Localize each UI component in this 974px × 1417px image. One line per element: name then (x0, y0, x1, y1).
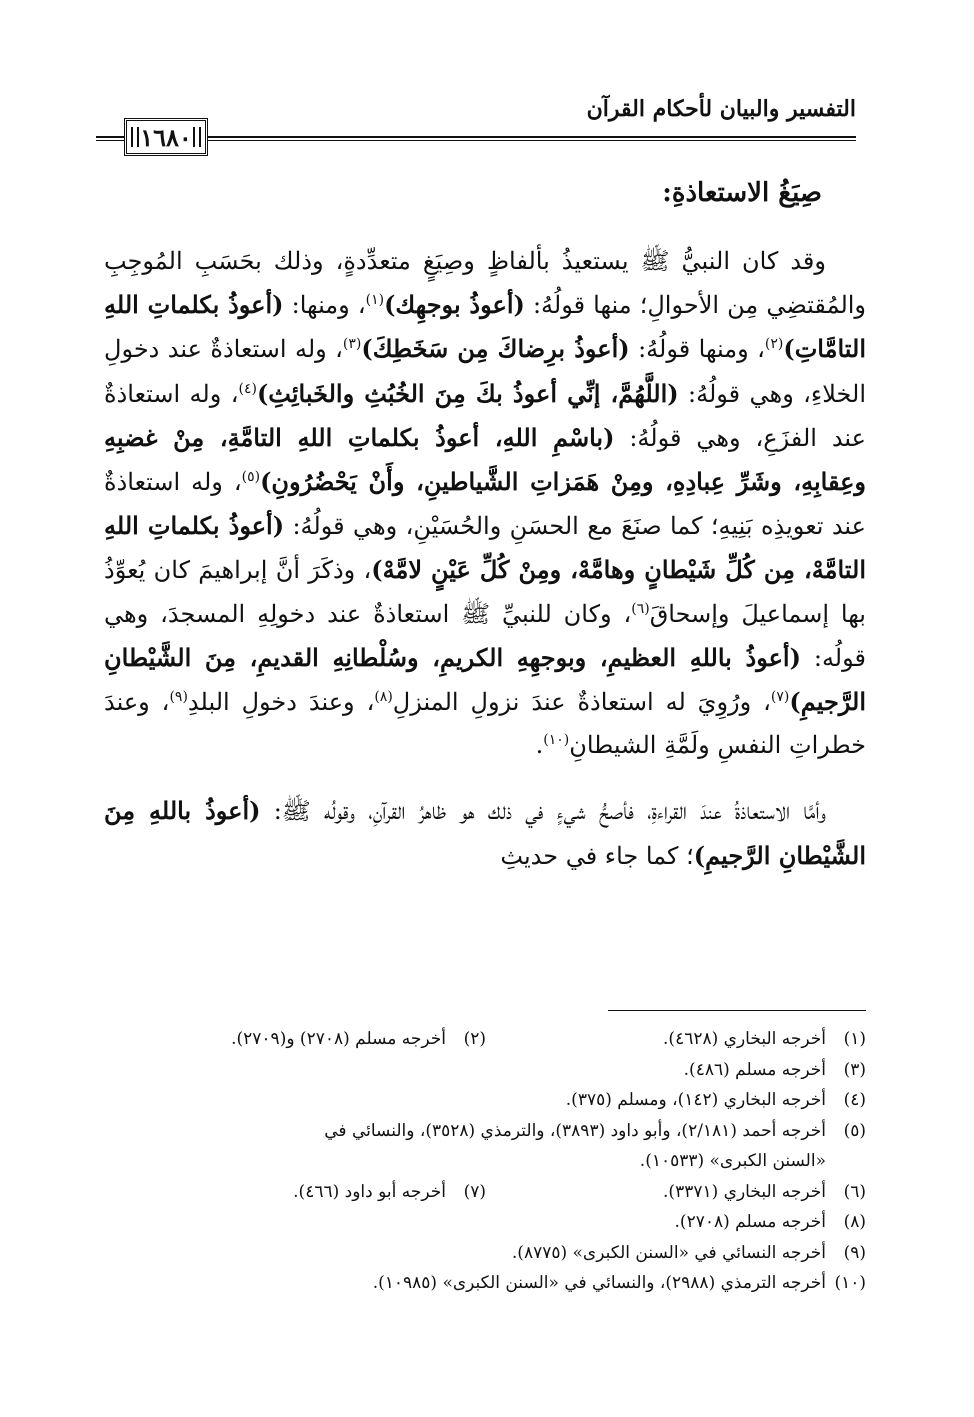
hadith-quote: (أعوذُ برِضاكَ مِن سَخَطِكَ) (361, 334, 630, 364)
footnote-number: (٣) (843, 1059, 866, 1080)
hadith-quote: (أعوذُ بكلماتِ اللهِ التامَّهْ، مِن كُلِّ شَيْطانٍ وهامَّهْ، ومِنْ كُلِّ عَيْنٍ لامَّهْ) (104, 511, 866, 585)
footnote-number: (٩) (843, 1242, 866, 1263)
footnote-1 (486, 1024, 866, 1055)
text-run: ، وعندَ دخولِ البلدِ (187, 688, 375, 717)
text-run: ، وعندَ خطراتِ النفسِ ولَمَّةِ الشيطانِ (104, 688, 866, 760)
footnote-text: أخرجه أحمد (٢/١٨١)، وأبو داود (٣٨٩٣)، والترمذي (٣٥٢٨)، والنسائي في (324, 1120, 826, 1141)
page-header (96, 92, 856, 162)
hadith-quote: (أعوذُ باللهِ مِنَ الشَّيْطانِ الرَّجيمِ) (104, 796, 866, 870)
hadith-quote: (باسْمِ اللهِ، أعوذُ بكلماتِ اللهِ التامَّةِ، مِنْ غضبِهِ وعِقابِهِ، وشَرِّ عِبادِهِ، ومِنْ هَمَزاتِ الشَّياطينِ، وأَنْ يَحْضُرُونِ) (104, 422, 867, 497)
text-run: ، ومنها قولُهُ: (629, 335, 765, 364)
footnote-text: أخرجه أبو داود (٤٦٦). (293, 1181, 446, 1202)
footnote-row (104, 1085, 866, 1116)
hadith-quote: (اللَّهُمَّ، إنِّي أعوذُ بكَ مِنَ الخُبُثِ والخَبائِثِ) (256, 378, 679, 408)
footnote-ref: (٥) (241, 469, 261, 486)
footnote-ref: (٤) (238, 380, 257, 397)
footnote-5 (324, 1116, 866, 1147)
footnotes (104, 1024, 866, 1299)
hadith-quote: (أعوذُ باللهِ العظيمِ، وبوجهِهِ الكريمِ، وسُلْطانِهِ القديمِ، مِنَ الشَّيْطانِ الرَّجيمِ) (104, 642, 867, 717)
footnote-number: (٧) (463, 1181, 486, 1202)
footnote-6 (486, 1177, 866, 1208)
text-run: ، وذكَرَ أنَّ إبراهيمَ كان يُعوِّذُ بها إسماعيلَ وإسحاقَ (104, 556, 866, 628)
text-run: ، ورُوِيَ له استعاذةٌ عندَ نزولِ المنزلِ (392, 688, 771, 717)
footnote-row (104, 1207, 866, 1238)
text-run: ، وله استعاذةٌ عند الفزَعِ، وهي قولُهُ: (104, 379, 866, 452)
footnote-number: (٢) (463, 1029, 486, 1049)
text-run: ، وله استعاذةٌ عند تعويذِه بَنِيهِ؛ كما صنَعَ مع الحسَنِ والحُسَيْنِ، وهي قولُهُ: (104, 468, 866, 541)
footnote-text: أخرجه البخاري (٤٦٢٨). (663, 1029, 826, 1049)
footnote-8 (675, 1207, 866, 1238)
text-run: ؛ كما جاء في حديثِ (500, 841, 694, 870)
footnote-row (104, 1024, 866, 1055)
footnote-continuation: «السنن الكبرى» (١٠٥٣٣). (639, 1151, 826, 1171)
footnote-3 (684, 1055, 866, 1086)
footnote-2 (231, 1024, 486, 1055)
footnote-row (104, 1268, 866, 1299)
footnote-number: (٨) (843, 1212, 866, 1232)
running-title: التفسير والبيان لأحكام القرآن (586, 96, 856, 122)
footnote-separator (608, 1010, 866, 1011)
footnote-ref: (٢) (764, 336, 784, 353)
footnote-10 (373, 1268, 866, 1299)
text-run: ، وله استعاذةٌ عند دخولِ الخلاءِ، وهي قولُهُ: (104, 335, 866, 408)
hadith-quote: (أعوذُ بوجهِك) (384, 290, 525, 320)
section-heading: صِيَغُ الاستعاذةِ: (662, 178, 822, 208)
footnote-4 (566, 1085, 866, 1116)
footnote-ref: (١) (365, 292, 385, 309)
footnote-row (104, 1177, 866, 1208)
text-run: ، ومنها: (283, 291, 366, 320)
text-run: ، وكان للنبيِّ ﷺ استعاذةٌ عند دخولِهِ المسجدَ، وهي قولُه: (104, 599, 866, 672)
body-text (104, 240, 866, 878)
footnote-text: أخرجه الترمذي (٢٩٨٨)، والنسائي في «السنن الكبرى» (١٠٩٨٥). (372, 1273, 826, 1293)
footnote-text: أخرجه مسلم (٢٧٠٨) و(٢٧٠٩). (231, 1029, 446, 1049)
hadith-quote: (أعوذُ بكلماتِ اللهِ التامَّاتِ) (104, 290, 866, 364)
text-run: وأمَّا الاستعاذةُ عندَ القراءةِ، فأصحُّ شيءٍ في ذلك هو ظاهرُ القرآنِ، وقولُه ﷺ: (260, 797, 826, 826)
footnote-text: أخرجه النسائي في «السنن الكبرى» (٨٧٧٥). (511, 1242, 826, 1263)
footnote-number: (١) (843, 1029, 866, 1049)
footnote-ref: (٩) (169, 689, 188, 706)
footnote-row (104, 1116, 866, 1147)
footnote-ref: (٣) (342, 336, 362, 353)
footnote-text: أخرجه البخاري (٣٣٧١). (663, 1181, 826, 1202)
footnote-number: (٤) (843, 1090, 866, 1110)
footnote-ref: (٦) (631, 600, 650, 617)
footnote-7 (293, 1177, 486, 1208)
footnote-text: أخرجه مسلم (٢٧٠٨). (674, 1212, 826, 1232)
footnote-row (104, 1238, 866, 1269)
footnote-number: (١٠) (834, 1273, 866, 1293)
footnote-text: أخرجه البخاري (١٤٢)، ومسلم (٣٧٥). (565, 1090, 826, 1110)
footnote-row (104, 1146, 866, 1177)
footnote-number: (٦) (843, 1181, 866, 1202)
paragraph-1 (104, 240, 866, 767)
text-run: . (535, 731, 544, 760)
footnote-row (104, 1055, 866, 1086)
footnote-9 (512, 1238, 866, 1269)
paragraph-2 (104, 789, 866, 877)
text-run: وقد كان النبيُّ ﷺ يستعيذُ بألفاظٍ وصِيَغٍ متعدِّدةٍ، وذلك بحَسَبِ المُوجِبِ والمُقتضِي مِن الأحوالِ؛ منها قولُهُ: (104, 247, 867, 320)
footnote-ref: (٨) (374, 689, 393, 706)
footnote-number: (٥) (843, 1120, 866, 1141)
footnote-text: أخرجه مسلم (٤٨٦). (683, 1059, 826, 1080)
header-rule-thin (96, 140, 856, 141)
footnote-ref: (٧) (770, 689, 790, 706)
page-number: ١٦٨٠ (124, 118, 208, 156)
footnote-ref: (١٠) (543, 732, 570, 749)
header-rule (96, 136, 856, 138)
